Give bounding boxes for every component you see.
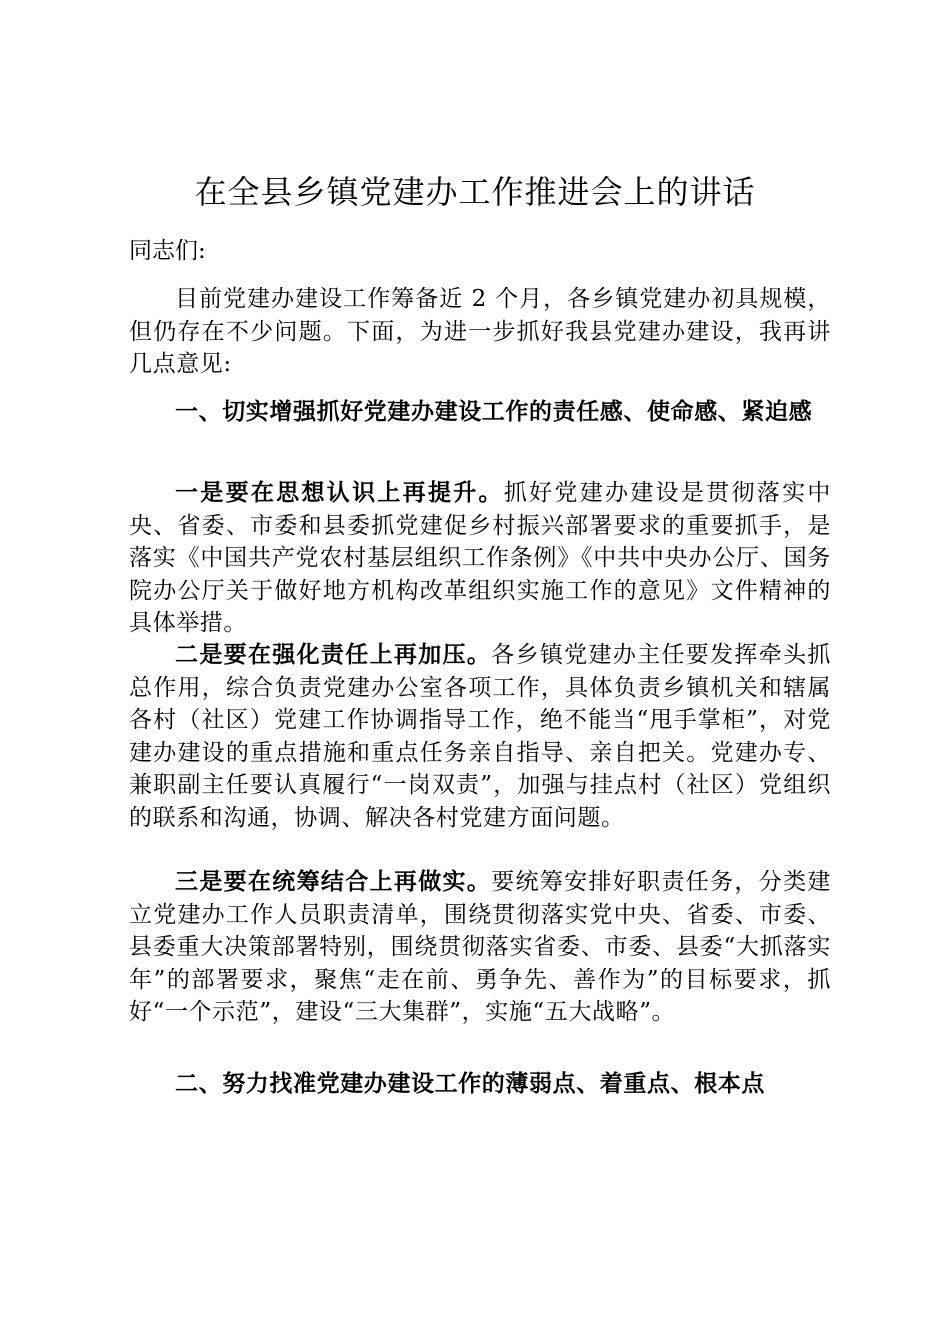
section-one-heading: 一、切实增强抓好党建办建设工作的责任感、使命感、紧迫感 (175, 398, 813, 425)
salutation: 同志们: (129, 238, 206, 264)
point-one-text: 抓好党建办建设是贯彻落实中央、省委、市委和县委抓党建促乡村振兴部署要求的重要抓手，是落实《中国共产党农村基层组织工作条例》《中共中央办公厅、国务院办公厅关于做好地方机构改革组织实施工作的意见》文件精神的具体举措。 (129, 480, 831, 636)
point-one-paragraph (129, 477, 831, 640)
point-two-text: 各乡镇党建办主任要发挥牵头抓总作用，综合负责党建办公室各项工作，具体负责乡镇机关和辖属各村（社区）党建工作协调指导工作，绝不能当“甩手掌柜”，对党建办建设的重点措施和重点任务亲自指导、亲自把关。党建办专、兼职副主任要认真履行“一岗双责”，加强与挂点村（社区）党组织的联系和沟通，协调、解决各村党建方面问题。 (129, 642, 831, 831)
point-three-text: 要统筹安排好职责任务，分类建立党建办工作人员职责清单，围绕贯彻落实党中央、省委、市委、县委重大决策部署特别，围绕贯彻落实省委、市委、县委“大抓落实年”的部署要求，聚焦“走在前、勇争先、善作为”的目标要求，抓好“一个示范”，建设“三大集群”，实施“五大战略”。 (129, 869, 831, 1025)
document-title: 在全县乡镇党建办工作推进会上的讲话 (194, 173, 756, 211)
section-two-heading: 二、努力找准党建办建设工作的薄弱点、着重点、根本点 (175, 1070, 765, 1097)
point-two-lead: 二是要在强化责任上再加压。 (175, 641, 492, 668)
intro-paragraph: 目前党建办建设工作筹备近 2 个月，各乡镇党建办初具规模，但仍存在不少问题。下面，为进一步抓好我县党建办建设，我再讲几点意见: (129, 286, 831, 377)
point-three-paragraph (129, 866, 831, 1029)
point-two-paragraph (129, 639, 831, 834)
point-three-lead: 三是要在统筹结合上再做实。 (175, 868, 492, 895)
point-one-lead: 一是要在思想认识上再提升。 (175, 479, 504, 506)
